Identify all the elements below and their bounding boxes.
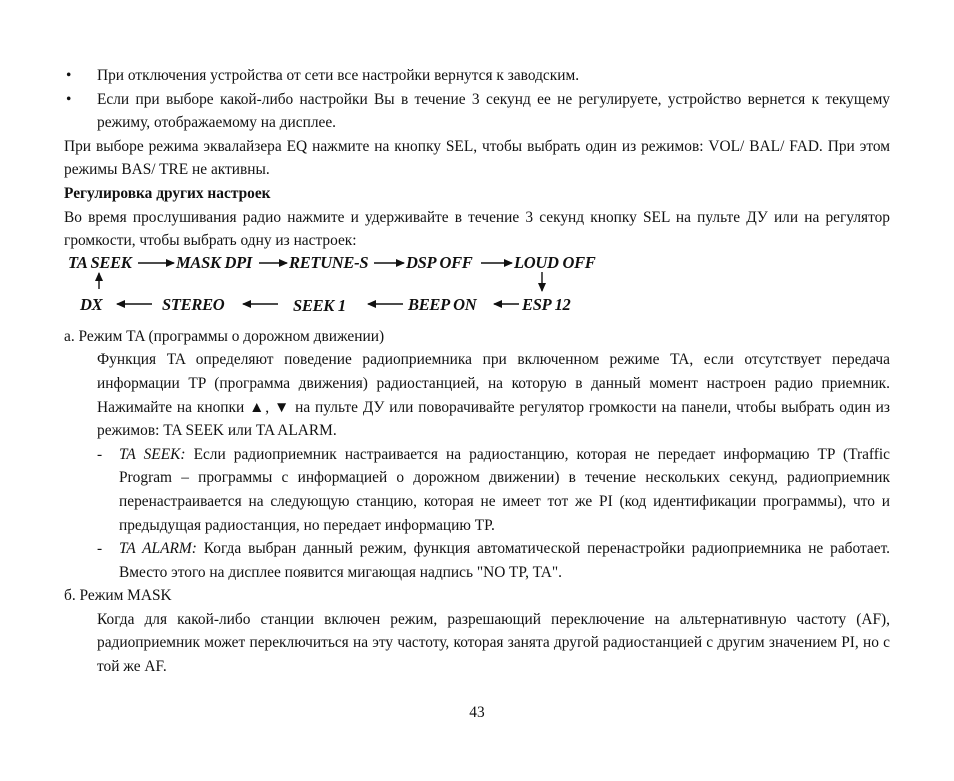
section-b-body: Когда для какой-либо станции включен режим, разрешающий переключение на альтернативную частоту (AF), радиоприемник может переключиться на эту частоту, которая занята другой радиостанцией с другим значением PI, но с той же AF.: [97, 610, 890, 676]
bullet-mark: •: [66, 67, 72, 84]
bullet-text: Если при выборе какой-либо настройки Вы в течение 3 секунд ее не регулируете, устройство вернется к текущему режиму, отображаемому на дисплее.: [97, 90, 890, 132]
diagram-node-loud-off: LOUD OFF: [514, 252, 596, 272]
bullet-mark: •: [66, 90, 72, 108]
section-a-title: а. Режим TA (программы о дорожном движении): [64, 327, 385, 345]
diagram-node-dx: DX: [80, 294, 103, 314]
diagram-node-ta-seek: TA SEEK: [68, 252, 132, 272]
diagram-node-retune-s: RETUNE-S: [289, 252, 369, 272]
section-heading: Регулировка других настроек: [64, 184, 271, 202]
diagram-node-seek-1: SEEK 1: [293, 295, 346, 315]
diagram-node-esp-12: ESP 12: [522, 294, 571, 314]
ta-seek-term: TA SEEK:: [119, 445, 186, 463]
diagram-node-stereo: STEREO: [162, 294, 225, 314]
bullet-item: [64, 88, 890, 135]
ta-alarm-term: TA ALARM:: [119, 540, 197, 558]
eq-paragraph: При выборе режима эквалайзера EQ нажмите на кнопку SEL, чтобы выбрать один из режимов: VOL/ BAL/ FAD. При этом режимы BAS/ TRE не активны.: [64, 137, 890, 179]
ta-seek-item: [64, 443, 890, 537]
diagram-node-beep-on: BEEP ON: [408, 294, 477, 314]
ta-alarm-item: [64, 537, 890, 584]
section-a-body: Функция TA определяют поведение радиоприемника при включенном режиме TA, если отсутствует передача информации TP (программа движения) радиостанцией, на которую в данный момент настроен радио приемник. Нажимайте на кнопки ▲, ▼ на пульте ДУ или поворачивайте регулятор громкости на панели, чтобы выбрать один из режимов: TA SEEK или TA ALARM.: [97, 351, 890, 440]
intro-paragraph: Во время прослушивания радио нажмите и удерживайте в течение 3 секунд кнопку SEL на пульте ДУ или на регулятор громкости, чтобы выбрать одну из настроек:: [64, 208, 890, 250]
ta-alarm-text: Когда выбран данный режим, функция автоматической перенастройки радиоприемника не работает. Вместо этого на дисплее появится мигающая надпись "NO TP, TA".: [119, 540, 890, 581]
bullet-item: [64, 64, 890, 88]
bullet-text: При отключения устройства от сети все настройки вернутся к заводским.: [97, 67, 580, 84]
page-content: [64, 64, 890, 679]
diagram-node-dsp-off: DSP OFF: [406, 252, 473, 272]
settings-cycle-diagram: [64, 252, 890, 321]
ta-seek-text: Если радиоприемник настраивается на радиостанцию, которая не передает информацию TP (Traffic Program – программы с информацией о дорожном движении) в течение нескольких секунд, радиоприемник перенастраивается на следующую станцию, которая не имеет тот же PI (код идентификации программы), что и предыдущая радиостанция, но передает информацию TP.: [119, 445, 890, 534]
diagram-node-mask-dpi: MASK DPI: [176, 252, 252, 272]
section-b-title: б. Режим MASK: [64, 587, 172, 605]
dash-mark: -: [97, 445, 103, 463]
page-number: 43: [469, 704, 485, 721]
dash-mark: -: [97, 540, 103, 558]
